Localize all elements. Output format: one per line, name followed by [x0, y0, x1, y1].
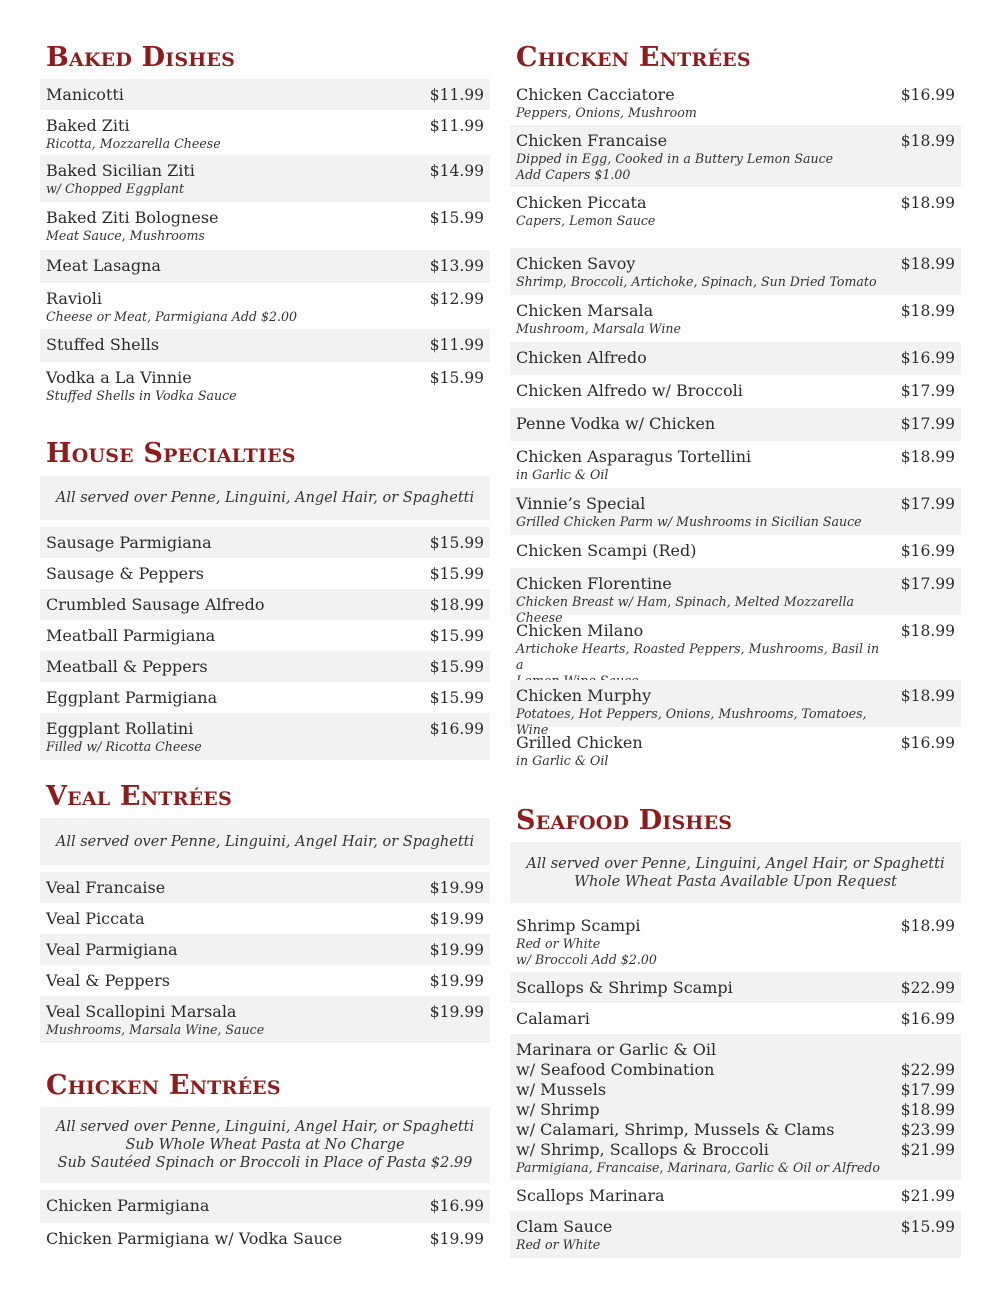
item-name: Sausage & Peppers [46, 564, 205, 583]
menu-item [510, 342, 961, 375]
item-name: Veal Piccata [46, 909, 145, 928]
item-description: Artichoke Hearts, Roasted Peppers, Mushrooms, Basil in a [516, 641, 880, 672]
menu-item [510, 125, 961, 187]
item-name: Chicken Asparagus Tortellini [516, 447, 752, 466]
item-price: $15.99 [429, 627, 484, 645]
item-description: Stuffed Shells in Vodka Sauce [46, 388, 237, 403]
item-description: Shrimp, Broccoli, Artichoke, Spinach, Sun Dried Tomato [516, 274, 877, 289]
menu-item [40, 527, 490, 558]
item-price: $13.99 [429, 257, 484, 275]
section-note-line: Sub Sautéed Spinach or Broccoli in Place of Pasta $2.99 [57, 1155, 473, 1171]
item-name: Vinnie’s Special [516, 494, 646, 513]
item-name: Penne Vodka w/ Chicken [516, 414, 716, 433]
menu-item [510, 79, 961, 125]
item-name: Chicken Alfredo w/ Broccoli [516, 381, 743, 400]
item-option [516, 1100, 955, 1120]
menu-item [510, 615, 961, 680]
menu-item [510, 972, 961, 1003]
menu-item [40, 283, 490, 329]
item-description: Add Capers $1.00 [516, 167, 631, 182]
item-name: Shrimp Scampi [516, 916, 641, 935]
item-name: Chicken Savoy [516, 254, 636, 273]
section-note-line: Sub Whole Wheat Pasta at No Charge [125, 1137, 405, 1153]
item-description: Red or White [516, 1237, 601, 1252]
item-price: $21.99 [900, 1187, 955, 1205]
item-price: $18.99 [900, 448, 955, 466]
item-price: $15.99 [429, 534, 484, 552]
menu-item [510, 1211, 961, 1258]
section-note [40, 818, 490, 865]
item-price: $18.99 [429, 596, 484, 614]
item-option-name: w/ Shrimp, Scallops & Broccoli [516, 1140, 769, 1159]
section-note-line: All served over Penne, Linguini, Angel Hair, or Spaghetti [55, 490, 475, 506]
item-price: $16.99 [900, 86, 955, 104]
menu-item [40, 934, 490, 965]
item-name: Meat Lasagna [46, 256, 161, 275]
item-name: Scallops Marinara [516, 1186, 665, 1205]
section-title: Seafood Dishes [516, 805, 733, 836]
item-description: Meat Sauce, Mushrooms [46, 228, 205, 243]
item-name: Ravioli [46, 289, 102, 308]
menu-item [40, 903, 490, 934]
menu-item [510, 488, 961, 535]
menu-item [510, 1180, 961, 1211]
item-option-name: w/ Calamari, Shrimp, Mussels & Clams [516, 1120, 835, 1139]
menu-item [40, 362, 490, 410]
section-note [40, 476, 490, 520]
menu-item [510, 727, 961, 774]
item-option-price: $22.99 [900, 1061, 955, 1079]
section-chicken-entrees-right [510, 44, 961, 774]
item-price: $19.99 [429, 941, 484, 959]
section-title: Veal Entrées [46, 781, 232, 812]
item-price: $17.99 [900, 495, 955, 513]
item-price: $15.99 [429, 658, 484, 676]
menu-item [40, 713, 490, 760]
item-name: Chicken Florentine [516, 574, 672, 593]
item-name: Veal & Peppers [46, 971, 170, 990]
menu-item [40, 589, 490, 620]
section-note-line: All served over Penne, Linguini, Angel Hair, or Spaghetti [526, 855, 945, 872]
item-description: in Garlic & Oil [516, 753, 609, 768]
section-seafood-dishes [510, 807, 961, 1258]
menu-item [40, 651, 490, 682]
section-note-line: All served over Penne, Linguini, Angel Hair, or Spaghetti [55, 1119, 475, 1135]
item-option-price: $21.99 [900, 1141, 955, 1159]
menu-item [40, 996, 490, 1043]
item-description: Mushrooms, Marsala Wine, Sauce [46, 1022, 265, 1037]
item-name: Baked Ziti Bolognese [46, 208, 219, 227]
menu-item [510, 295, 961, 342]
item-description: Peppers, Onions, Mushroom [516, 105, 697, 120]
item-description: w/ Broccoli Add $2.00 [516, 952, 657, 967]
item-price: $15.99 [429, 369, 484, 387]
item-price: $19.99 [429, 1003, 484, 1021]
item-price: $16.99 [900, 734, 955, 752]
item-name: Eggplant Rollatini [46, 719, 194, 738]
item-price: $11.99 [429, 117, 484, 135]
section-house-specialties [40, 440, 490, 760]
menu-item [510, 375, 961, 408]
item-description: Grilled Chicken Parm w/ Mushrooms in Sicilian Sauce [516, 514, 862, 529]
item-option-price: $23.99 [900, 1121, 955, 1139]
item-price: $14.99 [429, 162, 484, 180]
item-name: Chicken Alfredo [516, 348, 647, 367]
menu-item [40, 965, 490, 996]
item-price: $11.99 [429, 336, 484, 354]
section-title: Chicken Entrées [516, 42, 751, 73]
item-description: Cheese or Meat, Parmigiana Add $2.00 [46, 309, 298, 324]
item-name: Chicken Murphy [516, 686, 652, 705]
item-price: $16.99 [900, 1010, 955, 1028]
menu-item [510, 1003, 961, 1034]
item-option-name: w/ Mussels [516, 1080, 607, 1099]
menu-item [510, 408, 961, 441]
item-description: Ricotta, Mozzarella Cheese [46, 136, 221, 151]
menu-item [40, 250, 490, 283]
item-description: Chicken Breast w/ Ham, Spinach, Melted Mozzarella Cheese [516, 594, 855, 625]
item-name: Marinara or Garlic & Oil [516, 1040, 717, 1059]
item-name: Calamari [516, 1009, 590, 1028]
section-note [40, 1107, 490, 1183]
menu-item [40, 202, 490, 250]
item-price: $15.99 [429, 565, 484, 583]
item-name: Baked Ziti [46, 116, 130, 135]
menu-item [510, 248, 961, 295]
item-price: $15.99 [429, 689, 484, 707]
item-description: Parmigiana, Francaise, Marinara, Garlic & Oil or Alfredo [516, 1160, 880, 1175]
item-price: $17.99 [900, 382, 955, 400]
item-price: $15.99 [429, 209, 484, 227]
item-name: Chicken Parmigiana w/ Vodka Sauce [46, 1229, 343, 1248]
item-name: Chicken Marsala [516, 301, 654, 320]
item-name: Vodka a La Vinnie [46, 368, 192, 387]
item-price: $19.99 [429, 1230, 484, 1248]
menu-item [510, 680, 961, 737]
item-price: $18.99 [900, 302, 955, 320]
item-name: Chicken Milano [516, 621, 644, 640]
item-price: $18.99 [900, 194, 955, 212]
item-description: w/ Chopped Eggplant [46, 181, 185, 196]
menu-item [40, 620, 490, 651]
item-name: Clam Sauce [516, 1217, 613, 1236]
item-option-name: w/ Shrimp [516, 1100, 600, 1119]
menu-item [40, 79, 490, 110]
item-name: Grilled Chicken [516, 733, 643, 752]
section-baked-dishes [40, 44, 490, 410]
item-price: $18.99 [900, 687, 955, 705]
menu-item [510, 187, 961, 248]
item-option-name: w/ Seafood Combination [516, 1060, 715, 1079]
item-option [516, 1060, 955, 1080]
item-description: Red or White [516, 936, 601, 951]
item-description: Filled w/ Ricotta Cheese [46, 739, 202, 754]
item-name: Chicken Cacciatore [516, 85, 675, 104]
menu-item [40, 872, 490, 903]
item-name: Chicken Francaise [516, 131, 668, 150]
item-description: Capers, Lemon Sauce [516, 213, 656, 228]
item-name: Meatball & Peppers [46, 657, 208, 676]
item-name: Veal Scallopini Marsala [46, 1002, 237, 1021]
item-price: $11.99 [429, 86, 484, 104]
menu-item [40, 1223, 490, 1256]
item-name: Stuffed Shells [46, 335, 160, 354]
menu-item [40, 682, 490, 713]
menu-item-marinara [510, 1034, 961, 1180]
item-price: $16.99 [429, 1197, 484, 1215]
menu-item [40, 110, 490, 155]
item-price: $19.99 [429, 879, 484, 897]
section-title: Baked Dishes [46, 42, 236, 73]
item-price: $19.99 [429, 972, 484, 990]
item-price: $16.99 [900, 542, 955, 560]
section-title: Chicken Entrées [46, 1070, 281, 1101]
item-option [516, 1140, 955, 1160]
item-price: $22.99 [900, 979, 955, 997]
item-name: Meatball Parmigiana [46, 626, 216, 645]
item-price: $17.99 [900, 415, 955, 433]
item-price: $12.99 [429, 290, 484, 308]
item-option-price: $18.99 [900, 1101, 955, 1119]
item-price: $18.99 [900, 917, 955, 935]
item-price: $17.99 [900, 575, 955, 593]
item-name: Chicken Parmigiana [46, 1196, 210, 1215]
item-name: Sausage Parmigiana [46, 533, 212, 552]
section-title: House Specialties [46, 438, 296, 469]
item-price: $15.99 [900, 1218, 955, 1236]
item-name: Chicken Scampi (Red) [516, 541, 697, 560]
menu-item [40, 155, 490, 202]
item-name: Eggplant Parmigiana [46, 688, 218, 707]
item-option [516, 1120, 955, 1140]
item-description: in Garlic & Oil [516, 467, 609, 482]
item-price: $16.99 [900, 349, 955, 367]
item-name: Baked Sicilian Ziti [46, 161, 195, 180]
item-option-price: $17.99 [900, 1081, 955, 1099]
menu-item [40, 558, 490, 589]
item-name: Manicotti [46, 85, 124, 104]
section-note [510, 842, 961, 903]
item-description: Mushroom, Marsala Wine [516, 321, 681, 336]
item-price: $18.99 [900, 132, 955, 150]
item-name: Scallops & Shrimp Scampi [516, 978, 733, 997]
menu-item [40, 1190, 490, 1223]
menu-item [510, 910, 961, 972]
item-price: $19.99 [429, 910, 484, 928]
item-name: Chicken Piccata [516, 193, 647, 212]
item-option [516, 1080, 955, 1100]
menu-item [40, 329, 490, 362]
menu-item [510, 441, 961, 488]
menu-item [510, 535, 961, 568]
item-name: Crumbled Sausage Alfredo [46, 595, 265, 614]
item-price: $18.99 [900, 255, 955, 273]
item-name: Veal Parmigiana [46, 940, 178, 959]
section-note-line: All served over Penne, Linguini, Angel Hair, or Spaghetti [55, 833, 475, 850]
item-price: $18.99 [900, 622, 955, 640]
menu-item [510, 568, 961, 625]
section-veal-entrees [40, 783, 490, 1043]
section-chicken-entrees-left [40, 1072, 490, 1256]
item-description: Dipped in Egg, Cooked in a Buttery Lemon Sauce [516, 151, 834, 166]
item-description: Potatoes, Hot Peppers, Onions, Mushrooms, Tomatoes, Wine [516, 706, 867, 737]
section-note-line: Whole Wheat Pasta Available Upon Request [574, 873, 897, 890]
item-price: $16.99 [429, 720, 484, 738]
item-name: Veal Francaise [46, 878, 166, 897]
